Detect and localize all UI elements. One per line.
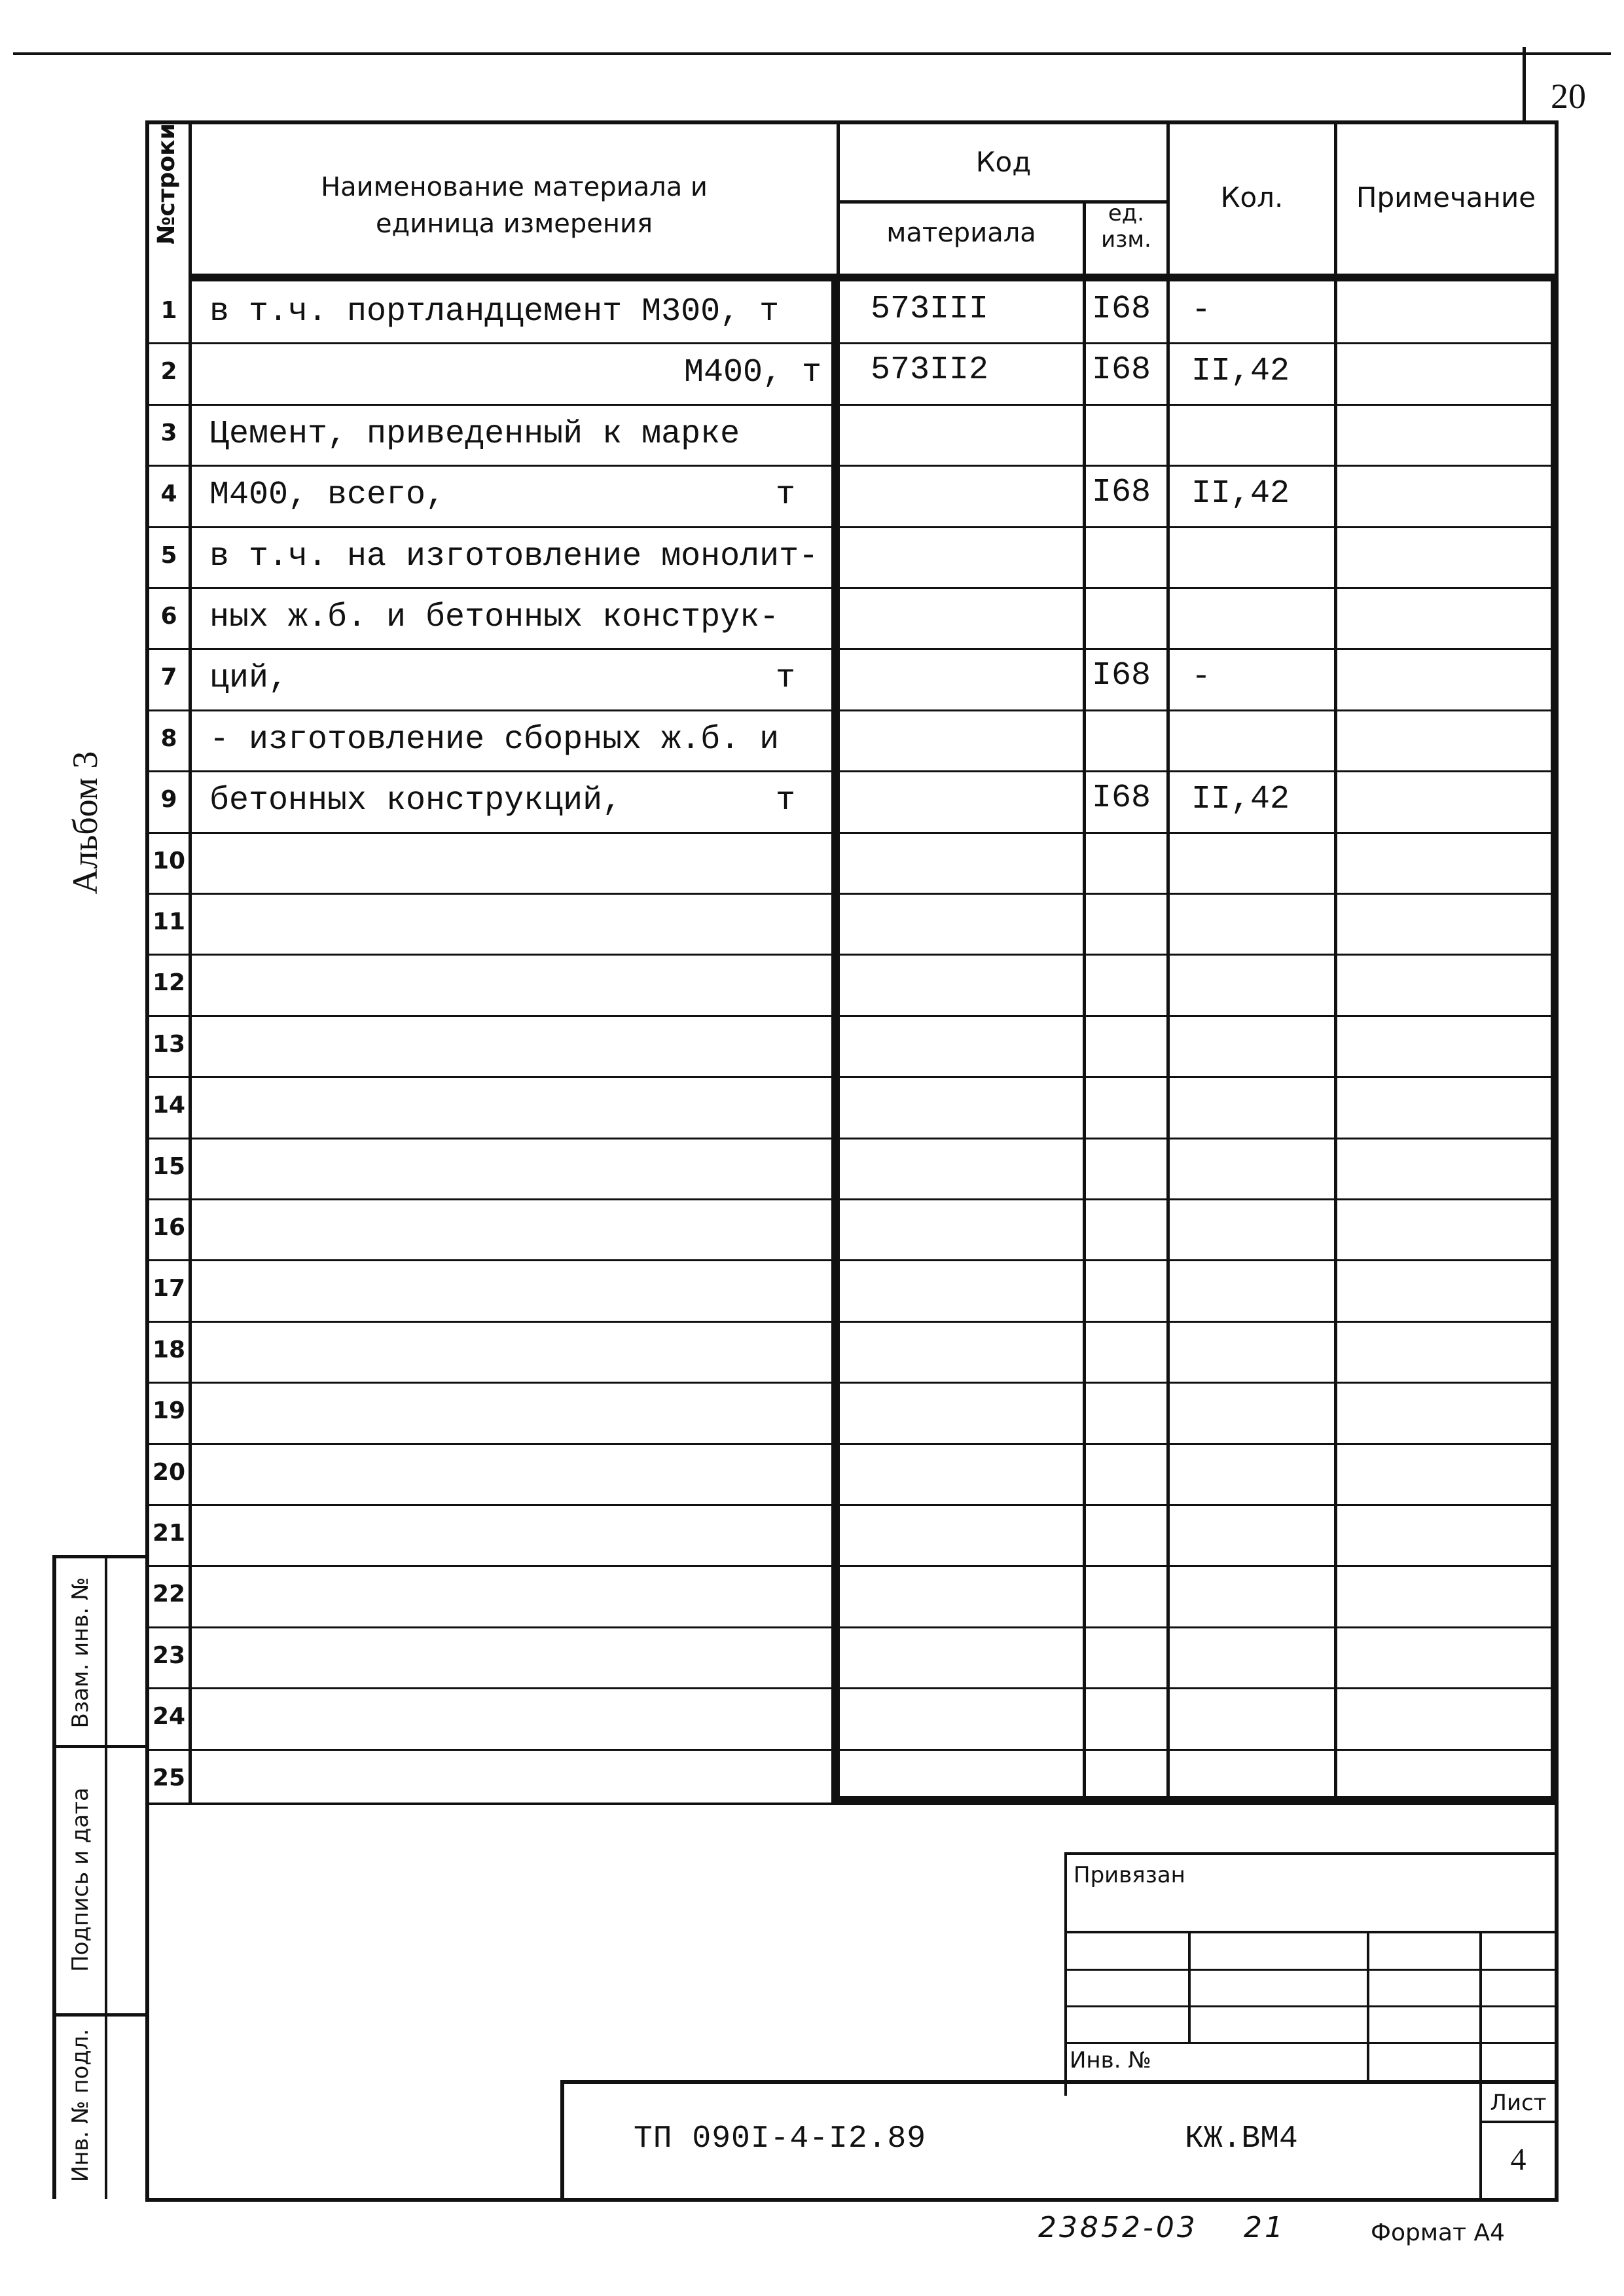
row-name-unit: т (775, 476, 795, 514)
row-number: 9 (160, 786, 177, 813)
row-number: 6 (160, 603, 177, 630)
row-separator (149, 1259, 1551, 1261)
row-qty: II,42 (1191, 475, 1290, 512)
stamp-frame-left (52, 1558, 56, 2199)
format-label: Формат А4 (1371, 2219, 1506, 2246)
stamp-frame-mid (105, 1558, 107, 2199)
doc-code: ТП 090I-4-I2.89 (634, 2121, 927, 2157)
top-rule (13, 52, 1611, 55)
col-line-rowno (189, 120, 192, 1803)
row-separator (149, 1749, 1551, 1751)
row-unit: I68 (1092, 351, 1151, 389)
header-quantity: Кол. (1220, 181, 1284, 213)
row-separator (149, 1504, 1551, 1506)
row-number: 14 (152, 1092, 186, 1119)
row-number: 16 (152, 1214, 186, 1241)
row-separator (149, 770, 1551, 772)
row-number: 21 (152, 1520, 186, 1547)
thick-border-right (1551, 274, 1559, 1804)
row-name: в т.ч. портландцемент М300, т (209, 293, 780, 331)
row-separator (149, 1443, 1551, 1445)
frame-top (145, 120, 1559, 124)
row-separator (149, 1321, 1551, 1323)
album-label: Альбом 3 (65, 751, 105, 895)
doc-mark: КЖ.ВМ4 (1185, 2121, 1298, 2157)
row-separator (149, 1198, 1551, 1200)
header-code-material: материала (886, 218, 1036, 248)
row-unit: I68 (1092, 291, 1151, 328)
row-separator (149, 404, 1551, 406)
row-number: 7 (160, 664, 177, 691)
stamp-inv-podl: Инв. № подл. (67, 2028, 94, 2183)
row-number: 13 (152, 1031, 186, 1058)
tb-privyazan-left (1064, 1852, 1067, 2096)
row-number: 18 (152, 1336, 186, 1363)
tb-grid-h1 (1064, 1931, 1559, 1933)
row-separator (149, 648, 1551, 650)
tb-grid-v2 (1367, 1931, 1369, 2081)
row-number: 22 (152, 1581, 186, 1607)
page-number: 20 (1551, 77, 1586, 116)
frame-bottom (145, 2198, 1559, 2202)
row-name: в т.ч. на изготовление монолит- (209, 538, 819, 575)
row-qty: - (1191, 292, 1212, 329)
grid-bottom (145, 1803, 1559, 1805)
row-number: 25 (152, 1765, 186, 1791)
row-separator (149, 526, 1551, 528)
row-unit: I68 (1092, 657, 1151, 694)
row-code: 573II2 (871, 351, 989, 389)
row-separator (149, 1626, 1551, 1628)
row-name: ций, (209, 660, 289, 697)
row-separator (149, 465, 1551, 467)
row-number: 1 (160, 297, 177, 324)
row-separator (149, 893, 1551, 895)
row-number: 5 (160, 542, 177, 569)
thick-border-code-left (831, 274, 839, 1804)
col-line-unit-qty (1166, 120, 1170, 1803)
row-separator (149, 954, 1551, 956)
row-number: 19 (152, 1397, 186, 1424)
row-number: 17 (152, 1275, 186, 1302)
tb-grid-v1 (1188, 1931, 1191, 2043)
row-name: М400, всего, (209, 476, 446, 514)
row-separator (149, 1015, 1551, 1017)
row-number: 23 (152, 1642, 186, 1669)
row-separator (149, 832, 1551, 834)
row-code: 573III (871, 291, 989, 328)
archive-number: 23852-03 (1038, 2211, 1198, 2244)
row-number: 24 (152, 1703, 186, 1730)
privyazan-label: Привязан (1074, 1862, 1185, 1888)
tb-grid-h3 (1064, 2005, 1559, 2007)
col-line-qty-note (1334, 120, 1337, 1803)
archive-page: 21 (1244, 2211, 1286, 2244)
row-number: 11 (152, 908, 186, 935)
row-number: 10 (152, 848, 186, 874)
row-number: 3 (160, 420, 177, 446)
row-name-unit: т (775, 660, 795, 697)
row-separator (149, 587, 1551, 589)
row-name-unit: т (775, 782, 795, 819)
row-name: ных ж.б. и бетонных конструк- (209, 599, 780, 636)
row-separator (149, 342, 1551, 344)
row-number: 12 (152, 969, 186, 996)
row-name: - изготовление сборных ж.б. и (209, 721, 780, 759)
row-name: М400, т (683, 354, 821, 391)
sheet-number-box-left (1523, 47, 1526, 122)
row-separator (149, 1076, 1551, 1078)
row-qty: II,42 (1191, 353, 1290, 390)
row-number: 15 (152, 1153, 186, 1180)
row-number: 8 (160, 725, 177, 752)
stamp-podpis-data: Подпись и дата (67, 1787, 94, 1972)
row-separator (149, 1382, 1551, 1384)
row-number: 2 (160, 358, 177, 385)
row-number: 4 (160, 480, 177, 507)
row-separator (149, 1138, 1551, 1139)
header-row-no: №строки (153, 123, 180, 245)
header-code: Код (975, 146, 1032, 178)
row-qty: II,42 (1191, 781, 1290, 818)
row-name: Цемент, приведенный к марке (209, 416, 740, 453)
row-separator (149, 1565, 1551, 1567)
tb-sheet-divider (1479, 2121, 1559, 2123)
col-line-code-unit (1083, 203, 1086, 1803)
header-code-unit: ед. изм. (1101, 200, 1151, 253)
inv-no-label: Инв. № (1070, 2047, 1151, 2073)
tb-main-left (560, 2080, 564, 2202)
sheet-label: Лист (1490, 2090, 1547, 2116)
tb-grid-h2 (1064, 1969, 1559, 1971)
row-number: 20 (152, 1459, 186, 1486)
row-unit: I68 (1092, 780, 1151, 817)
row-qty: - (1191, 658, 1212, 696)
tb-privyazan-top (1064, 1852, 1559, 1855)
row-unit: I68 (1092, 474, 1151, 511)
stamp-vzam-inv: Взам. инв. № (67, 1577, 94, 1729)
thick-border-top (189, 274, 1559, 281)
row-name: бетонных конструкций, (209, 782, 623, 819)
sheet-value: 4 (1510, 2142, 1526, 2177)
row-separator (149, 709, 1551, 711)
header-name: Наименование материала и единица измерения (321, 172, 708, 239)
tb-main-top (560, 2080, 1559, 2084)
header-note: Примечание (1356, 181, 1536, 213)
tb-grid-h4 (1064, 2042, 1559, 2044)
row-separator (149, 1687, 1551, 1689)
